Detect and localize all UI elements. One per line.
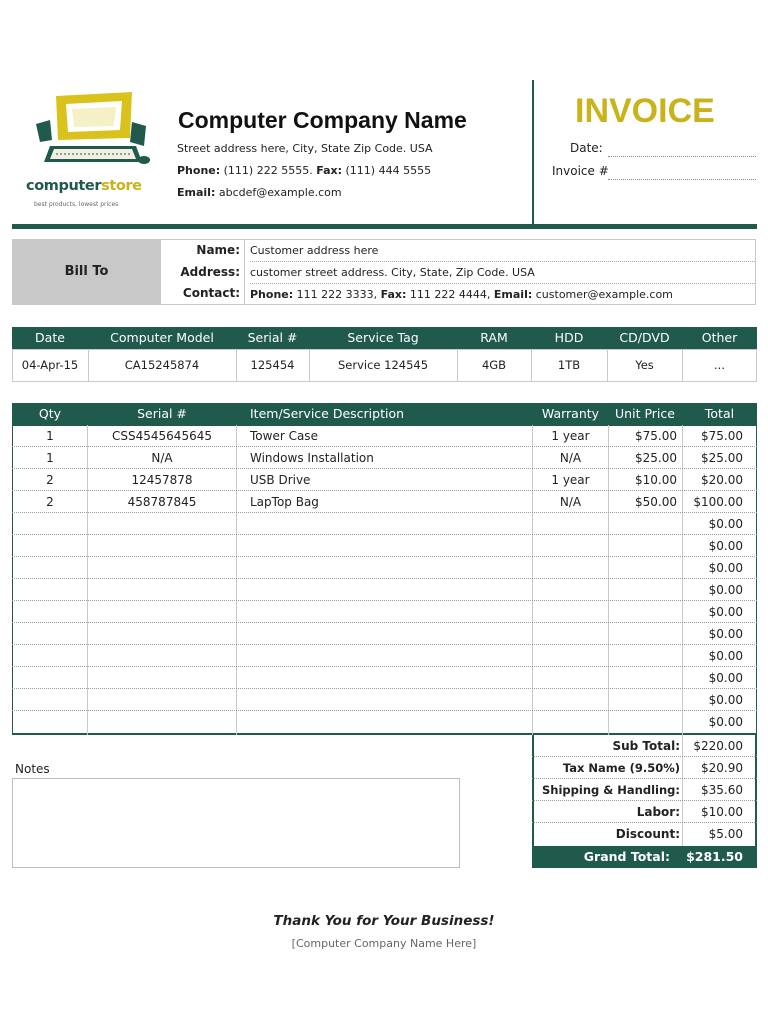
contact-email: customer@example.com <box>535 288 673 301</box>
item-row[interactable] <box>12 447 757 469</box>
item-serial[interactable]: CSS4545645645 <box>112 429 212 443</box>
item-total: $0.00 <box>708 539 743 553</box>
date-field[interactable] <box>608 140 756 157</box>
items-table <box>12 403 757 735</box>
item-row[interactable] <box>12 513 757 535</box>
computer-hdd[interactable]: 1TB <box>557 358 581 372</box>
contact-phone-label: Phone: <box>250 288 294 301</box>
invoice-title: INVOICE <box>575 92 715 130</box>
item-row[interactable] <box>12 579 757 601</box>
bill-to-contact-label: Contact: <box>182 286 240 300</box>
items-header-warranty: Warranty <box>541 406 600 421</box>
item-row[interactable] <box>12 689 757 711</box>
totals-block <box>532 735 757 868</box>
item-unit-price[interactable]: $50.00 <box>635 495 677 509</box>
computer-header-serial: Serial # <box>247 330 298 345</box>
subtotal-label: Sub Total: <box>612 739 680 753</box>
tax-label: Tax Name (9.50%) <box>562 761 680 775</box>
item-qty[interactable]: 2 <box>46 495 54 509</box>
item-row[interactable] <box>12 491 757 513</box>
item-row[interactable] <box>12 623 757 645</box>
date-label: Date: <box>570 141 603 155</box>
phone-label: Phone: <box>177 164 221 177</box>
item-unit-price[interactable]: $75.00 <box>635 429 677 443</box>
shipping-value[interactable]: $35.60 <box>701 783 743 797</box>
item-warranty[interactable]: 1 year <box>551 473 590 487</box>
item-total: $0.00 <box>708 649 743 663</box>
computer-ram[interactable]: 4GB <box>481 358 507 372</box>
contact-fax-label: Fax: <box>380 288 407 301</box>
company-email: abcdef@example.com <box>218 186 342 199</box>
items-header-description: Item/Service Description <box>250 406 405 421</box>
company-address: Street address here, City, State Zip Code. USA <box>177 142 433 155</box>
item-warranty[interactable]: 1 year <box>551 429 590 443</box>
header-divider-vertical <box>532 80 534 225</box>
item-total: $0.00 <box>708 627 743 641</box>
email-label: Email: <box>177 186 216 199</box>
bill-to-address-value[interactable]: customer street address. City, State, Zip Code. USA <box>250 262 755 284</box>
labor-label: Labor: <box>636 805 680 819</box>
subtotal-row <box>532 735 757 757</box>
item-row[interactable] <box>12 425 757 447</box>
discount-row <box>532 823 757 845</box>
item-description[interactable]: Windows Installation <box>250 451 374 465</box>
computer-service-tag[interactable]: Service 124545 <box>337 358 429 372</box>
bill-to-heading: Bill To <box>64 264 109 279</box>
bill-to-divider <box>244 239 245 305</box>
grand-total-label: Grand Total: <box>583 849 670 864</box>
subtotal-value: $220.00 <box>693 739 743 753</box>
invoice-number-field[interactable] <box>608 163 756 180</box>
bill-to-name-value[interactable]: Customer address here <box>250 240 755 262</box>
item-total: $0.00 <box>708 693 743 707</box>
bill-to-address-label: Address: <box>180 265 240 279</box>
item-row[interactable] <box>12 535 757 557</box>
computer-table <box>12 327 757 382</box>
item-total: $0.00 <box>708 517 743 531</box>
company-email-line <box>177 186 342 199</box>
footer-company-name: [Computer Company Name Here] <box>291 937 477 950</box>
bill-to-contact-value[interactable] <box>250 284 755 305</box>
labor-value[interactable]: $10.00 <box>701 805 743 819</box>
discount-label: Discount: <box>615 827 680 841</box>
item-total: $0.00 <box>708 715 743 729</box>
computer-header-cd-dvd: CD/DVD <box>619 330 670 345</box>
computer-date[interactable]: 04-Apr-15 <box>21 358 79 372</box>
company-fax: (111) 444 5555 <box>345 164 432 177</box>
discount-value[interactable]: $5.00 <box>708 827 743 841</box>
item-warranty[interactable]: N/A <box>559 495 582 509</box>
computer-header-model: Computer Model <box>110 330 214 345</box>
item-unit-price[interactable]: $10.00 <box>635 473 677 487</box>
computer-header-hdd: HDD <box>554 330 584 345</box>
notes-label: Notes <box>15 762 50 776</box>
item-total: $0.00 <box>708 671 743 685</box>
item-serial[interactable]: 12457878 <box>131 473 193 487</box>
item-total: $0.00 <box>708 561 743 575</box>
item-row[interactable] <box>12 645 757 667</box>
item-unit-price[interactable]: $25.00 <box>635 451 677 465</box>
computer-header-ram: RAM <box>480 330 508 345</box>
notes-box[interactable] <box>12 778 460 868</box>
contact-fax: 111 222 4444, <box>409 288 491 301</box>
item-qty[interactable]: 1 <box>46 429 54 443</box>
item-row[interactable] <box>12 557 757 579</box>
item-total: $20.00 <box>701 473 743 487</box>
item-serial[interactable]: 458787845 <box>127 495 197 509</box>
bill-to-heading-cell <box>12 239 161 305</box>
item-total: $0.00 <box>708 583 743 597</box>
invoice-number-label: Invoice # <box>552 164 609 178</box>
item-qty[interactable]: 1 <box>46 451 54 465</box>
shipping-row <box>532 779 757 801</box>
items-header-qty: Qty <box>38 406 62 421</box>
computer-header-service-tag: Service Tag <box>347 330 419 345</box>
item-qty[interactable]: 2 <box>46 473 54 487</box>
fax-label: Fax: <box>316 164 342 177</box>
logo-wordmark <box>26 178 166 194</box>
item-row[interactable] <box>12 469 757 491</box>
contact-phone: 111 222 3333, <box>296 288 378 301</box>
bill-to-name-label: Name: <box>196 243 240 257</box>
item-total: $100.00 <box>693 495 743 509</box>
item-description[interactable]: LapTop Bag <box>250 495 319 509</box>
bill-to-label-column <box>162 240 240 304</box>
computer-model[interactable]: CA15245874 <box>124 358 200 372</box>
item-description[interactable]: USB Drive <box>250 473 311 487</box>
computer-logo-icon <box>32 90 157 170</box>
company-name: Computer Company Name <box>178 107 467 133</box>
logo-tagline: best products, lowest prices <box>34 201 119 208</box>
item-total: $75.00 <box>701 429 743 443</box>
grand-total-row <box>532 846 757 868</box>
tax-row <box>532 757 757 779</box>
items-header-serial: Serial # <box>137 406 187 421</box>
grand-total-value: $281.50 <box>686 849 743 864</box>
computer-other[interactable]: ... <box>714 358 725 372</box>
labor-row <box>532 801 757 823</box>
thank-you-message: Thank You for Your Business! <box>273 913 495 929</box>
item-row[interactable] <box>12 601 757 623</box>
item-row[interactable] <box>12 711 757 733</box>
computer-header-date: Date <box>35 330 65 345</box>
computer-serial[interactable]: 125454 <box>250 358 295 372</box>
tax-value[interactable]: $20.90 <box>701 761 743 775</box>
item-warranty[interactable]: N/A <box>559 451 582 465</box>
contact-email-label: Email: <box>493 288 533 301</box>
item-serial[interactable]: N/A <box>151 451 173 465</box>
shipping-label: Shipping & Handling: <box>542 783 680 797</box>
items-header-total: Total <box>704 406 735 421</box>
company-phone: (111) 222 5555. <box>223 164 313 177</box>
items-header-unit-price: Unit Price <box>615 406 675 421</box>
logo-word-computer: computer <box>26 178 102 194</box>
computer-cd-dvd[interactable]: Yes <box>635 358 654 372</box>
logo-word-store: store <box>101 178 142 194</box>
header-divider-horizontal <box>12 224 757 229</box>
item-total: $0.00 <box>708 605 743 619</box>
company-phone-line <box>177 164 431 177</box>
computer-header-other: Other <box>701 330 738 345</box>
item-total: $25.00 <box>701 451 743 465</box>
item-row[interactable] <box>12 667 757 689</box>
item-description[interactable]: Tower Case <box>250 429 318 443</box>
company-logo <box>26 90 162 212</box>
